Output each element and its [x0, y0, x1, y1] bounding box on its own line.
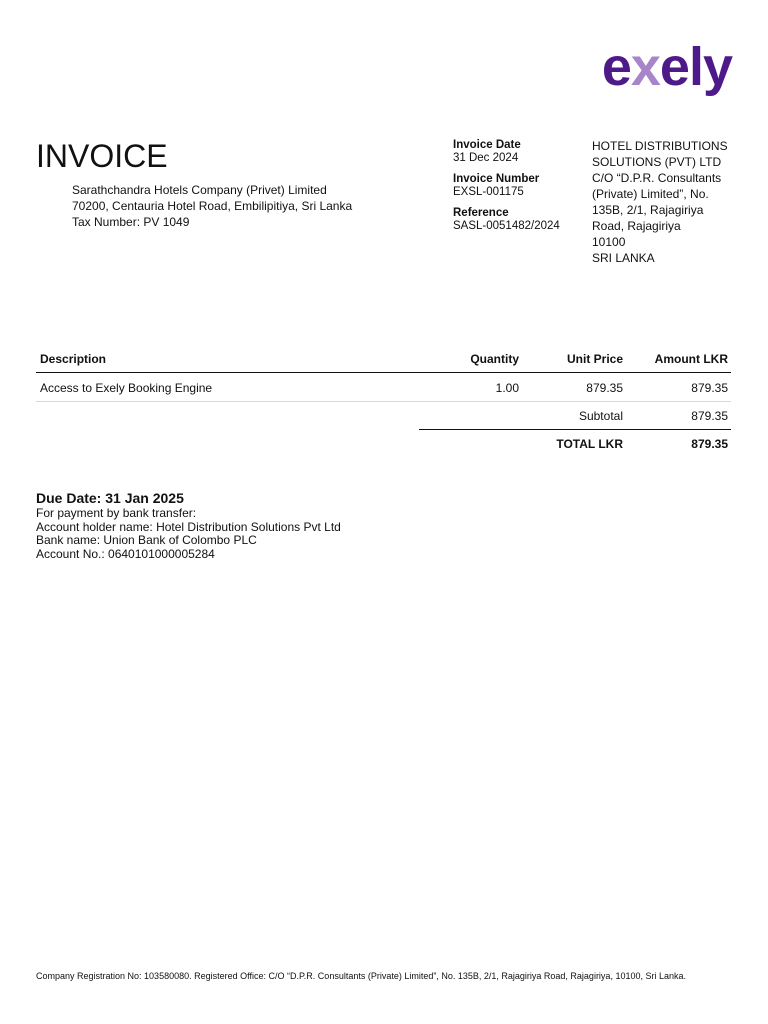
- subtotal-row: [419, 402, 731, 430]
- client-name: Sarathchandra Hotels Company (Privet) Limited: [72, 183, 327, 197]
- table-row: [36, 373, 731, 402]
- payment-info: [36, 490, 341, 561]
- header-quantity: Quantity: [470, 352, 519, 366]
- header-description: Description: [40, 352, 107, 366]
- due-date: Due Date: 31 Jan 2025: [36, 490, 184, 506]
- client-address: 70200, Centauria Hotel Road, Embilipitiya, Sri Lanka: [72, 199, 353, 213]
- issuer-line: 135B, 2/1, Rajagiriya: [592, 203, 704, 217]
- issuer-line: C/O “D.P.R. Consultants: [592, 171, 722, 185]
- client-tax-number: Tax Number: PV 1049: [72, 215, 190, 229]
- invoice-number-value: EXSL-001175: [453, 186, 524, 198]
- issuer-line: (Private) Limited”, No.: [592, 187, 709, 201]
- total-row: [36, 430, 731, 458]
- logo-letter-x: x: [630, 37, 660, 97]
- invoice-date-label: Invoice Date: [453, 139, 521, 151]
- payment-line: Account No.: 0640101000005284: [36, 546, 215, 561]
- invoice-number-label: Invoice Number: [453, 173, 540, 185]
- total-value: 879.35: [691, 437, 728, 451]
- client-block: [72, 182, 352, 230]
- invoice-meta: [453, 139, 593, 241]
- header-unit-price: Unit Price: [566, 352, 623, 366]
- issuer-line: 10100: [592, 235, 626, 249]
- invoice-date-value: 31 Dec 2024: [453, 152, 519, 164]
- subtotal-value: 879.35: [691, 409, 728, 423]
- total-label: TOTAL LKR: [556, 437, 623, 451]
- logo-letter-e: e: [601, 37, 631, 97]
- reference-label: Reference: [453, 207, 509, 219]
- invoice-title: INVOICE: [36, 138, 168, 174]
- subtotal-label: Subtotal: [578, 409, 623, 423]
- issuer-line: HOTEL DISTRIBUTIONS: [592, 139, 728, 153]
- logo-letters-ely: ely: [659, 37, 732, 97]
- footer-registration: Company Registration No: 103580080. Registered Office: C/O “D.P.R. Consultants (Private) Limited”, No. 135B, 2/1, Rajagiriya Road, Rajagiriya, 10100, Sri Lanka.: [36, 971, 686, 981]
- issuer-line: Road, Rajagiriya: [592, 219, 681, 233]
- payment-line: Bank name: Union Bank of Colombo PLC: [36, 533, 257, 547]
- invoice-number-block: [453, 173, 593, 199]
- item-unit-price: 879.35: [586, 381, 623, 395]
- item-description: Access to Exely Booking Engine: [40, 381, 213, 395]
- header-amount: Amount LKR: [654, 352, 728, 366]
- item-amount: 879.35: [691, 381, 728, 395]
- table-header-row: [36, 350, 731, 373]
- exely-logo: [601, 37, 732, 97]
- issuer-line: SOLUTIONS (PVT) LTD: [592, 155, 722, 169]
- payment-line: For payment by bank transfer:: [36, 506, 197, 520]
- item-quantity: 1.00: [495, 381, 519, 395]
- reference-block: [453, 207, 593, 233]
- reference-value: SASL-0051482/2024: [453, 220, 560, 232]
- payment-line: Account holder name: Hotel Distribution Solutions Pvt Ltd: [36, 519, 341, 534]
- issuer-address: [592, 138, 742, 266]
- issuer-line: SRI LANKA: [592, 251, 655, 265]
- line-items-table: [36, 350, 731, 458]
- invoice-date-block: [453, 139, 593, 165]
